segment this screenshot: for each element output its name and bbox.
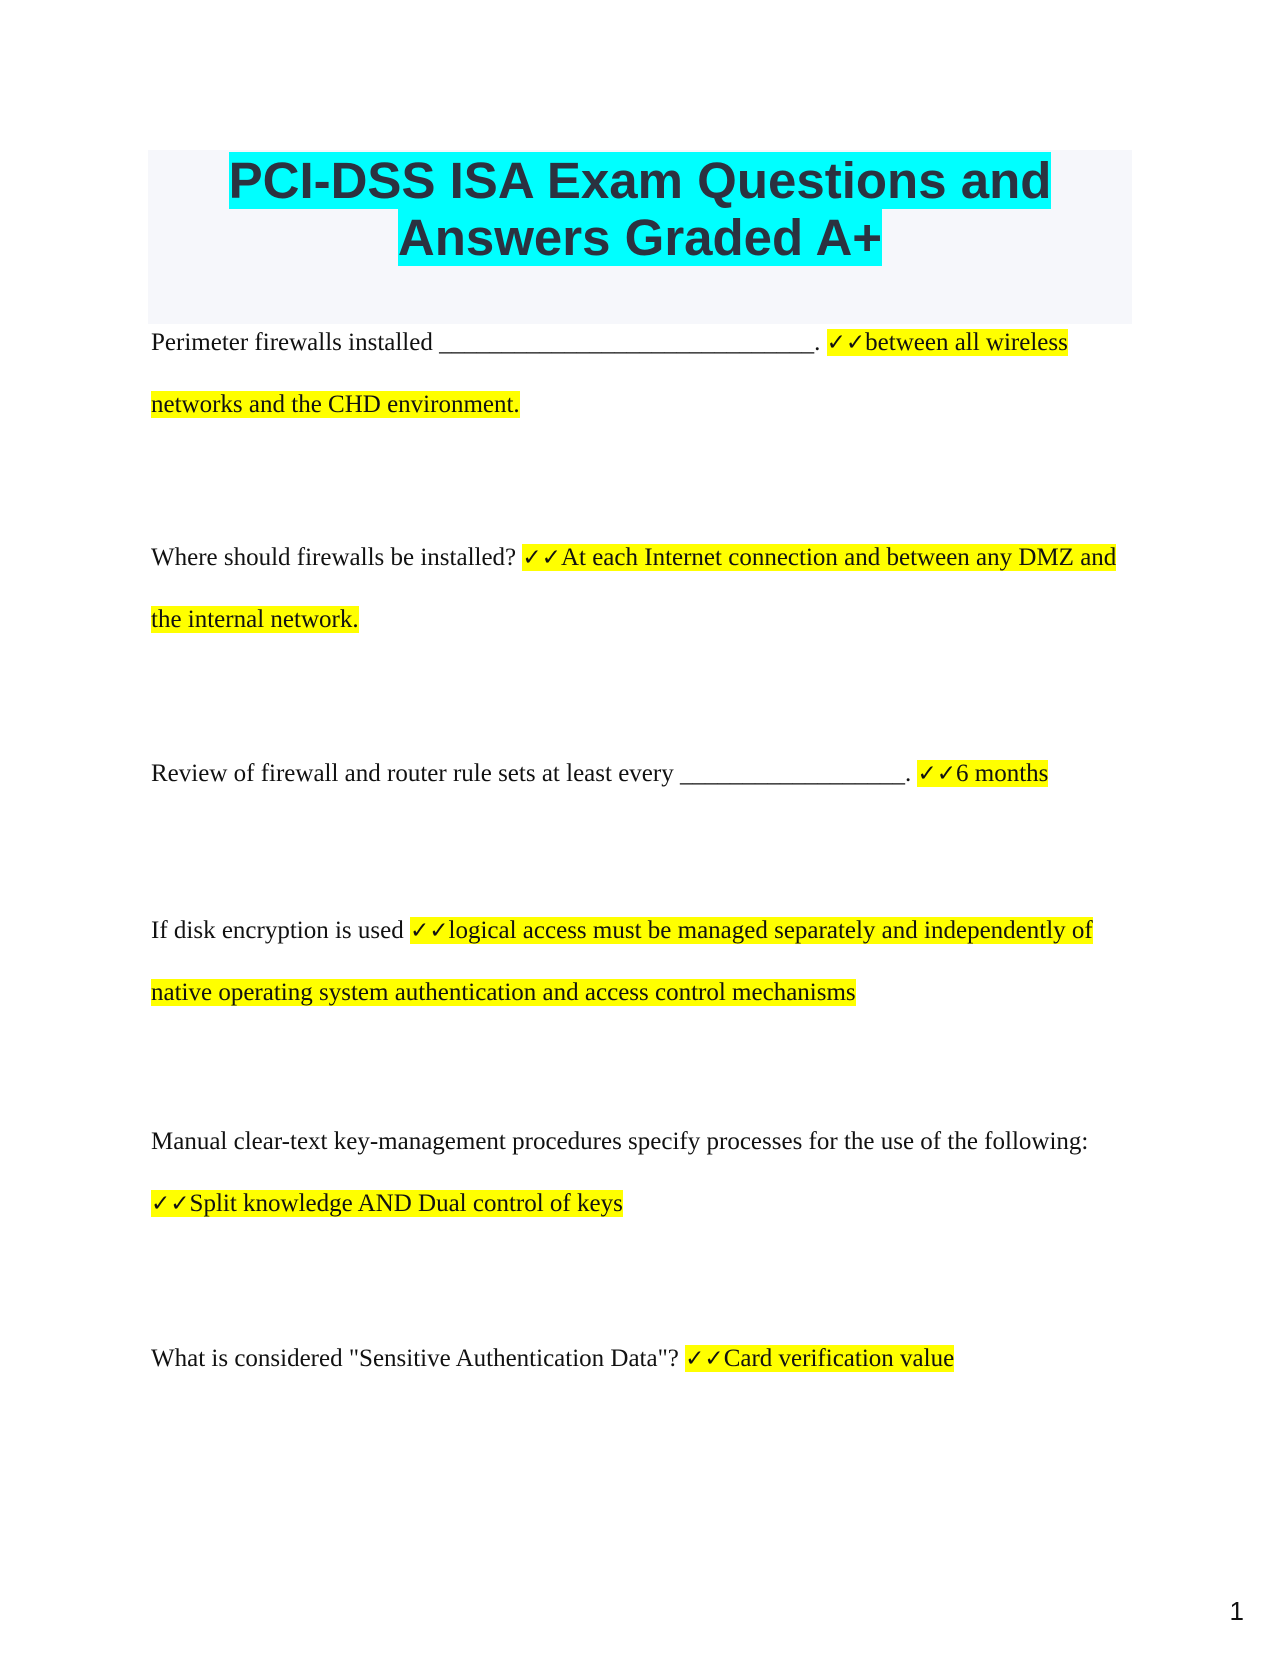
answer-text-3: 6 months (956, 760, 1049, 787)
question-1: Perimeter firewalls installed ______________________________. (151, 329, 821, 356)
answer-text-2: At each Internet connection and between any DMZ and the internal network. (151, 544, 1117, 633)
check-icon: ✓✓ (151, 1191, 190, 1217)
title-box (148, 150, 1132, 324)
document-title (148, 150, 1132, 266)
page-number: 1 (1229, 1596, 1244, 1626)
check-icon: ✓✓ (917, 761, 957, 787)
check-icon: ✓✓ (522, 545, 561, 571)
question-2: Where should firewalls be installed? (151, 544, 517, 571)
answer-text-6: Card verification value (723, 1345, 955, 1372)
answer-3 (917, 760, 1048, 787)
question-4: If disk encryption is used (151, 917, 404, 944)
qa-item-1 (151, 312, 1131, 436)
qa-item-6 (151, 1328, 1131, 1390)
qa-item-5 (151, 1111, 1131, 1235)
check-icon: ✓✓ (826, 330, 866, 356)
question-5: Manual clear-text key-management procedures specify processes for the use of the following: (151, 1128, 1089, 1155)
answer-5 (151, 1190, 623, 1217)
answer-text-4: logical access must be managed separately and independently of native operating system authentication and access control mechanisms (151, 917, 1093, 1006)
check-icon: ✓✓ (685, 1346, 724, 1372)
qa-item-2 (151, 527, 1131, 651)
qa-item-3 (151, 743, 1131, 805)
title-line-2: Answers Graded A+ (397, 209, 883, 266)
answer-text-5: Split knowledge AND Dual control of keys (189, 1190, 623, 1217)
answer-6 (685, 1345, 954, 1372)
question-6: What is considered "Sensitive Authentication Data"? (151, 1345, 679, 1372)
answer-text-1: between all wireless networks and the CHD environment. (151, 329, 1068, 418)
question-3: Review of firewall and router rule sets at least every __________________. (151, 760, 912, 787)
qa-item-4 (151, 900, 1131, 1024)
title-line-1: PCI-DSS ISA Exam Questions and (228, 152, 1052, 209)
check-icon: ✓✓ (409, 918, 449, 944)
